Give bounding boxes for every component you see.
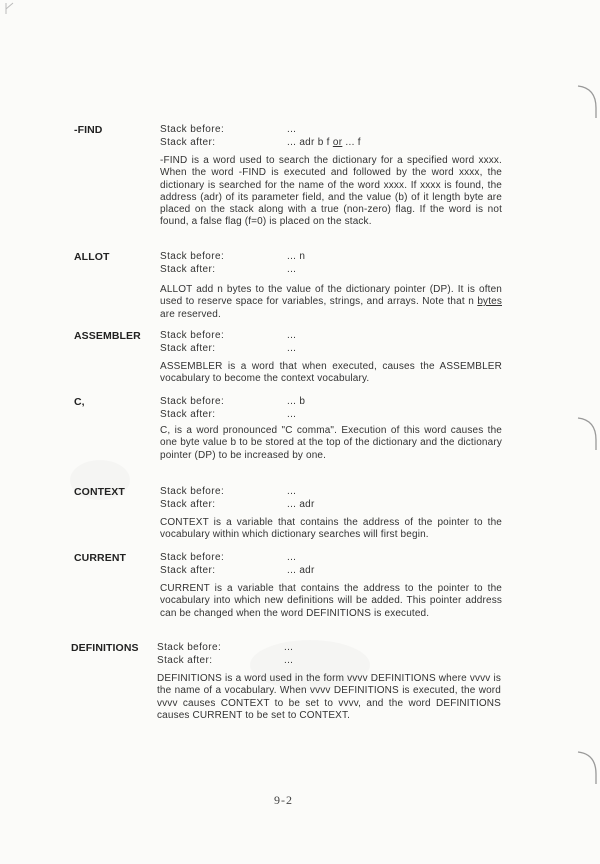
- entry-description: ALLOT add n bytes to the value of the dictionary pointer (DP). It is often used to reserve space for variables, strings, and arrays. Note that n bytes are reserved.: [160, 284, 502, 320]
- stack-before-label: Stack before:: [160, 552, 225, 563]
- stack-before-label: Stack before:: [160, 396, 225, 407]
- entry-description: CONTEXT is a variable that contains the address of the pointer to the vocabulary within which dictionary searches will first begin.: [160, 517, 502, 541]
- entry-term: CONTEXT: [74, 486, 125, 498]
- stack-after-label: Stack after:: [160, 498, 216, 510]
- corner-mark-icon: [4, 2, 16, 16]
- stack-effect: [157, 642, 517, 667]
- stack-after-value: ... adr: [287, 564, 315, 576]
- stack-before-label: Stack before:: [157, 642, 222, 653]
- stack-before-label: Stack before:: [160, 330, 225, 341]
- entry-term: -FIND: [74, 124, 103, 136]
- entry-description: C, is a word pronounced "C comma". Execution of this word causes the one byte value b to be stored at the top of the dictionary and the dictionary pointer (DP) to be increased by one.: [160, 425, 502, 461]
- stack-before-value: ...: [287, 486, 297, 497]
- stack-after-value: ... adr b f or ... f: [287, 136, 361, 148]
- stack-after-label: Stack after:: [160, 136, 216, 148]
- stack-after-value: ...: [287, 408, 297, 420]
- entry-term: C,: [74, 396, 85, 408]
- stack-after-label: Stack after:: [160, 408, 216, 420]
- stack-before-value: ...: [284, 642, 294, 653]
- stack-before-value: ...: [287, 124, 297, 135]
- page-curl-icon: [572, 748, 600, 788]
- stack-before-value: ...: [287, 552, 297, 563]
- entry-description: ASSEMBLER is a word that when executed, causes the ASSEMBLER vocabulary to become the context vocabulary.: [160, 361, 502, 385]
- entry-description: -FIND is a word used to search the dictionary for a specified word xxxx. When the word -FIND is executed and followed by the word xxxx, the dictionary is searched for the name of the word xxxx. If xxxx is found, the address (adr) of its parameter field, and the value (b) of it length byte are placed on the stack along with a true (non-zero) flag. If the word is not found, a false flag (f=0) is placed on the stack.: [160, 155, 502, 228]
- stack-effect: [160, 486, 520, 511]
- stack-before-label: Stack before:: [160, 124, 225, 135]
- stack-effect: [160, 396, 520, 421]
- stack-before-value: ... b: [287, 396, 306, 407]
- entry-term: ALLOT: [74, 251, 110, 263]
- page-curl-icon: [572, 82, 600, 122]
- entry-description: CURRENT is a variable that contains the address to the pointer to the vocabulary into which new definitions will be added. This pointer address can be changed when the word DEFINITIONS is executed.: [160, 583, 502, 619]
- entry-term: ASSEMBLER: [74, 330, 141, 342]
- stack-effect: [160, 251, 520, 276]
- stack-effect: [160, 552, 520, 577]
- entry-term: DEFINITIONS: [71, 642, 139, 654]
- stack-before-value: ... n: [287, 251, 306, 262]
- stack-effect: [160, 124, 520, 149]
- stack-effect: [160, 330, 520, 355]
- stack-after-value: ...: [284, 654, 294, 666]
- entry-description: DEFINITIONS is a word used in the form vvvv DEFINITIONS where vvvv is the name of a vocabulary. When vvvv DEFINITIONS is executed, the word vvvv causes CONTEXT to be set to vvvv, and the word DEFINITIONS causes CURRENT to be set to CONTEXT.: [157, 673, 501, 721]
- stack-after-label: Stack after:: [160, 263, 216, 275]
- stack-before-value: ...: [287, 330, 297, 341]
- stack-after-value: ...: [287, 263, 297, 275]
- entry-term: CURRENT: [74, 552, 127, 564]
- stack-after-label: Stack after:: [157, 654, 213, 666]
- stack-after-value: ...: [287, 342, 297, 354]
- stack-before-label: Stack before:: [160, 251, 225, 262]
- page-curl-icon: [572, 414, 600, 454]
- page-number: 9-2: [274, 793, 293, 807]
- stack-after-label: Stack after:: [160, 342, 216, 354]
- stack-after-label: Stack after:: [160, 564, 216, 576]
- stack-before-label: Stack before:: [160, 486, 225, 497]
- stack-after-value: ... adr: [287, 498, 315, 510]
